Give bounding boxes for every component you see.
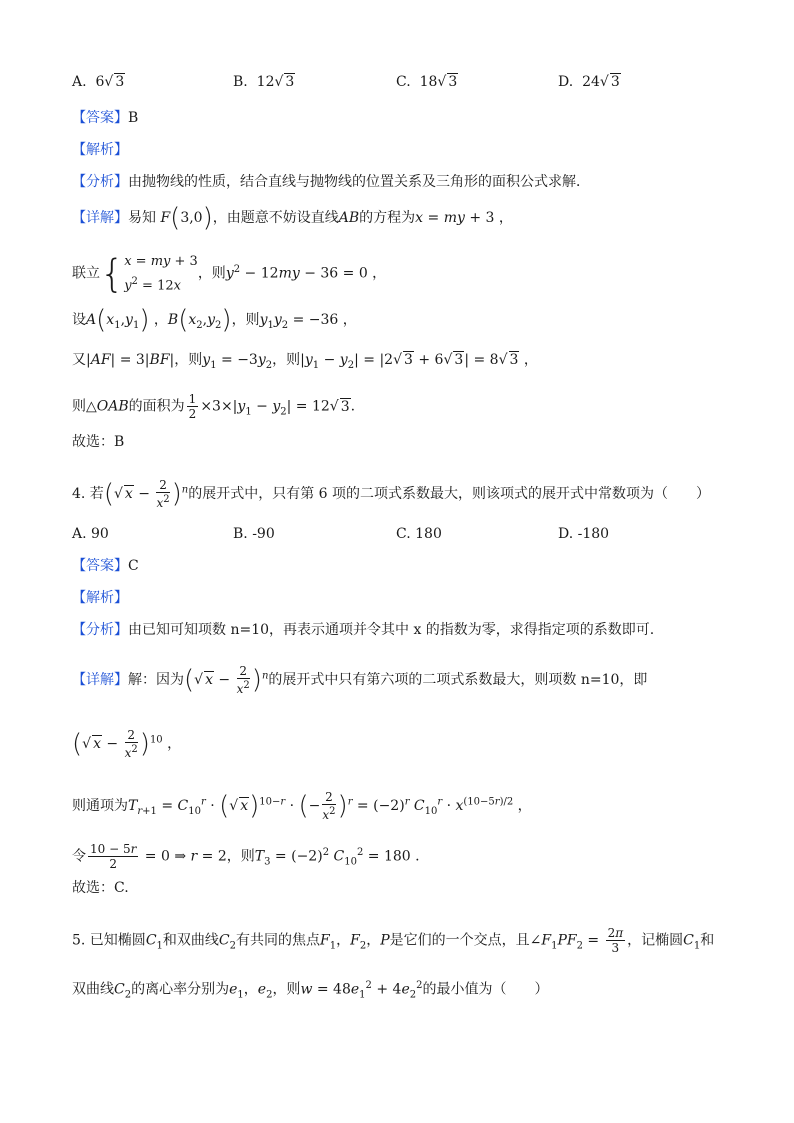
q5-stem-line2: 双曲线$C_2$的离心率分别为$e_1$，$e_2$，则$w = 48e_1^2 + 4e_2^2$的最小值为（ ） <box>72 980 549 1001</box>
text: ，则 <box>272 981 301 998</box>
choice-letter: A. <box>72 526 87 542</box>
choice-radicand: 3 <box>115 74 125 90</box>
choice-text: 180 <box>415 526 442 542</box>
detail-tag: 【详解】 <box>72 210 128 226</box>
fenxi-tag: 【分析】 <box>72 622 128 638</box>
text: 和双曲线 <box>162 932 219 949</box>
q3-detail-line1: 【详解】易知 F(3,0)，由题意不妨设直线AB的方程为x = my + 3 ， <box>72 203 513 233</box>
choice-coef: 18 <box>419 74 438 90</box>
q4-fenxi <box>72 620 654 640</box>
text: 设 <box>72 312 86 328</box>
text: 则△ <box>72 398 97 415</box>
question-text: 的展开式中，只有第 6 项的二项式系数最大，则该项式的展开式中常数项为（ ） <box>188 486 711 502</box>
text: ，记椭圆 <box>627 932 684 949</box>
q4-detail-ling: 令 $\frac{10 - 5r}{2}$ = 0 ⇒ r = 2，则$T_3 = (-2)^2$ $C_{10}^2 = 180$ . <box>72 842 420 871</box>
text: 令 <box>72 848 86 865</box>
text: 的最小值为（ ） <box>422 981 549 998</box>
q4-detail-power10: (√ x − $\frac{2}{x^2}$ )$^{10}$ ， <box>72 728 182 760</box>
q3-detail-she: 设$A(x_1,y_1)$ ，$B(x_2,y_2)$，则$y_1y_2 = -36$ ， <box>72 305 357 335</box>
q4-detail-tongxiang: 则通项为$T_{r+1} = C_{10}^r$ · (√ x)$^{10-r}$ · (− $\frac{2}{x^2}$ )$^r = (-2)^r$ $C_{10}^r \cdot x^{(10-5r)/2}$ ， <box>72 790 532 822</box>
q3-detail-lianli: 联立{ x = my + 3 $y^2 = 12x$ ，则$y^2 - 12my - 36 = 0$ ， <box>72 251 387 296</box>
fenxi-text: 由抛物线的性质，结合直线与抛物线的位置关系及三角形的面积公式求解． <box>128 174 590 190</box>
text: 和 <box>700 932 715 949</box>
fenxi-tag: 【分析】 <box>72 174 128 190</box>
analysis-tag: 【解析】 <box>72 142 128 158</box>
choice-coef: 24 <box>582 74 600 90</box>
choice-letter: D. <box>558 74 574 90</box>
answer-value: C <box>128 558 139 574</box>
text: 的方程为 <box>359 210 416 226</box>
q3-detail-you: 又|AF| = 3|BF|，则$y_1 = -3y_2$，则$|y_1 - y_2| = |2√$ 3 + 6√ 3| = 8√ 3 ， <box>72 352 538 371</box>
text: 双曲线 <box>72 981 114 998</box>
choice-coef: 6 <box>95 74 105 90</box>
text: 解：因为 <box>128 672 184 688</box>
text: 有共同的焦点 <box>236 932 320 949</box>
math-var: AB <box>338 210 360 226</box>
q3-fenxi <box>72 172 590 192</box>
choice-letter: C. <box>396 526 411 542</box>
q5-stem-line1: 5. 已知椭圆$C_1$和双曲线$C_2$有共同的焦点$F_1$，$F_2$，P是它们的一个交点，且$\angle F_1PF_2$ = $\frac{2\pi}{3}$ ，记椭圆$C_1$和 <box>72 926 715 955</box>
text: ，由题意不妨设直线 <box>212 210 339 226</box>
answer-value: B <box>128 110 139 126</box>
text: 是它们的一个交点，且 <box>389 932 530 949</box>
q3-choice-c: C. 18√ 3 <box>396 74 458 90</box>
conclusion: 故选：C. <box>72 880 129 896</box>
question-number: 4. 若 <box>72 486 104 502</box>
choice-text: -180 <box>577 526 610 542</box>
q4-choice-c <box>396 524 442 544</box>
q4-choice-d <box>558 524 609 544</box>
q3-choice-a: A. 6√ 3 <box>72 74 125 90</box>
q4-answer <box>72 556 139 576</box>
q4-choice-a <box>72 524 109 544</box>
text: ，则 <box>226 848 255 865</box>
text: 联立 <box>72 265 100 282</box>
answer-tag: 【答案】 <box>72 110 128 126</box>
text: 的展开式中只有第六项的二项式系数最大，则项数 n=10，即 <box>268 672 648 688</box>
choice-letter: B. <box>233 526 248 542</box>
answer-tag: 【答案】 <box>72 558 128 574</box>
q3-detail-area: 则△OAB的面积为 $\frac{1}{2}$ $\times 3\times|y_1 - y_2| = 12√$ 3. <box>72 392 356 421</box>
choice-text: 90 <box>91 526 109 542</box>
choice-radicand: 3 <box>610 74 620 90</box>
q4-guxuan <box>72 878 129 898</box>
text: ，则 <box>174 352 203 368</box>
text: 则通项为 <box>72 798 128 814</box>
q4-stem: 4. 若(√ x − $\frac{2}{x^2}$ )$^n$的展开式中，只有第 6 项的二项式系数最大，则该项式的展开式中常数项为（ ） <box>72 478 711 510</box>
text: 5. 已知椭圆 <box>72 932 146 949</box>
detail-tag: 【详解】 <box>72 672 128 688</box>
choice-letter: C. <box>396 74 411 90</box>
text: 的面积为 <box>128 398 185 415</box>
q4-detail-line1: 【详解】解：因为(√ x − $\frac{2}{x^2}$ )$^n$的展开式中只有第六项的二项式系数最大，则项数 n=10，即 <box>72 664 648 696</box>
conclusion: 故选：B <box>72 434 125 450</box>
q4-choice-b <box>233 524 275 544</box>
q3-answer <box>72 108 138 128</box>
text: ，则 <box>231 312 260 328</box>
q3-analysis-heading <box>72 140 128 160</box>
choice-radicand: 3 <box>448 74 458 90</box>
choice-text: -90 <box>252 526 275 542</box>
q3-choice-d: D. 24√ 3 <box>558 74 620 90</box>
text: 易知 <box>128 210 156 226</box>
choice-letter: B. <box>233 74 248 90</box>
choice-coef: 12 <box>256 74 275 90</box>
choice-letter: A. <box>72 74 87 90</box>
choice-radicand: 3 <box>285 74 295 90</box>
fenxi-text: 由已知可知项数 n=10，再表示通项并令其中 x 的指数为零，求得指定项的系数即可. <box>128 622 655 638</box>
analysis-tag: 【解析】 <box>72 590 128 606</box>
text: 又 <box>72 352 86 368</box>
q3-guxuan <box>72 432 124 452</box>
choice-letter: D. <box>558 526 574 542</box>
q3-choice-b: B. 12√ 3 <box>233 74 295 90</box>
q4-analysis-heading <box>72 588 128 608</box>
text: 的离心率分别为 <box>131 981 230 998</box>
text: ，则 <box>197 265 226 282</box>
